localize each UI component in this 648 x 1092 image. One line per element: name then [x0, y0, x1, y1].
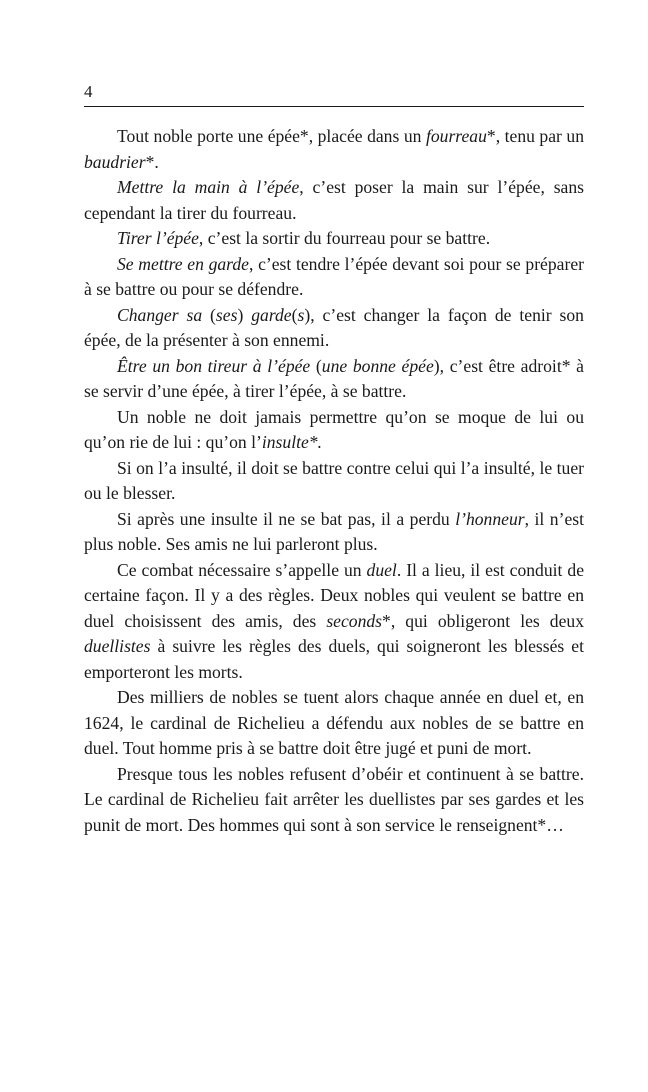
italic-term: une bonne épée	[321, 355, 434, 376]
text-run: Des milliers de nobles se tuent alors chaque année en duel et, en 1624, le cardinal de Richelieu a défendu aux nobles de se battre en duel. Tout homme pris à se battre doit être jugé et puni de mort.	[84, 687, 584, 758]
italic-term: seconds	[326, 610, 383, 631]
paragraph	[84, 762, 584, 839]
body-text	[84, 124, 584, 838]
italic-term: Mettre la main à l’épée	[117, 177, 300, 197]
text-run: , il n’est plus noble. Ses amis ne lui parleront plus.	[84, 508, 584, 554]
text-run: , c’est poser la main sur l’épée, sans cependant la tirer du fourreau.	[84, 177, 584, 223]
text-run: à suivre les règles des duels, qui soigneront les blessés et emporteront les morts.	[84, 636, 584, 682]
text-run: , c’est la sortir du fourreau pour se battre.	[198, 228, 491, 248]
text-run: *.	[145, 151, 159, 172]
italic-term: Se mettre en garde	[117, 253, 249, 274]
italic-term: l’honneur	[455, 508, 525, 529]
paragraph	[84, 303, 584, 354]
text-run: . Il a lieu, il est conduit de certaine façon. Il y a des règles. Deux nobles qui veulent se battre en duel choisissent des amis, des	[84, 559, 584, 631]
italic-term: ses	[215, 304, 238, 325]
text-run: (	[291, 304, 298, 325]
text-run: (	[310, 355, 322, 376]
paragraph	[84, 558, 584, 686]
text-run: *, tenu par un	[486, 126, 584, 146]
paragraph	[84, 685, 584, 762]
text-run: (	[202, 304, 216, 325]
italic-term: baudrier	[84, 151, 146, 172]
paragraph	[84, 456, 584, 507]
italic-term: Tirer l’épée	[117, 228, 199, 248]
text-run: )	[237, 304, 252, 325]
text-run: Si après une insulte il ne se bat pas, il a perdu	[117, 508, 456, 529]
paragraph	[84, 507, 584, 558]
text-run: Tout noble porte une épée*, placée dans un	[117, 126, 426, 146]
italic-term: garde	[251, 304, 292, 325]
text-run: ), c’est être adroit* à se servir d’une épée, à tirer l’épée, à se battre.	[84, 355, 584, 401]
paragraph	[84, 252, 584, 303]
text-run: Presque tous les nobles refusent d’obéir et continuent à se battre. Le cardinal de Richelieu fait arrêter les duellistes par ses gardes et les punit de mort. Des hommes qui sont à son service le renseignent*…	[84, 763, 584, 835]
text-run: , c’est tendre l’épée devant soi pour se préparer à se battre ou pour se défendre.	[84, 253, 584, 299]
text-run: Ce combat nécessaire s’appelle un	[117, 559, 367, 580]
text-run: Un noble ne doit jamais permettre qu’on se moque de lui ou qu’on rie de lui : qu’on l’	[84, 406, 584, 452]
paragraph	[84, 124, 584, 175]
text-run: *, qui obligeront les deux	[382, 610, 584, 631]
header-rule	[84, 106, 584, 107]
paragraph	[84, 354, 584, 405]
italic-term: fourreau	[425, 126, 487, 146]
italic-term: duel	[366, 559, 397, 580]
italic-term: Être un bon tireur à l’épée	[117, 355, 311, 376]
paragraph	[84, 405, 584, 456]
text-run: Si on l’a insulté, il doit se battre contre celui qui l’a insulté, le tuer ou le blesser.	[84, 457, 584, 503]
text-run: ), c’est changer la façon de tenir son épée, de la présenter à son ennemi.	[84, 304, 584, 350]
paragraph	[84, 226, 584, 252]
page-number: 4	[84, 82, 93, 101]
italic-term: duellistes	[84, 636, 151, 656]
italic-term: insulte*.	[261, 432, 322, 452]
italic-term: s	[297, 304, 305, 325]
paragraph	[84, 175, 584, 226]
italic-term: Changer sa	[117, 304, 203, 325]
